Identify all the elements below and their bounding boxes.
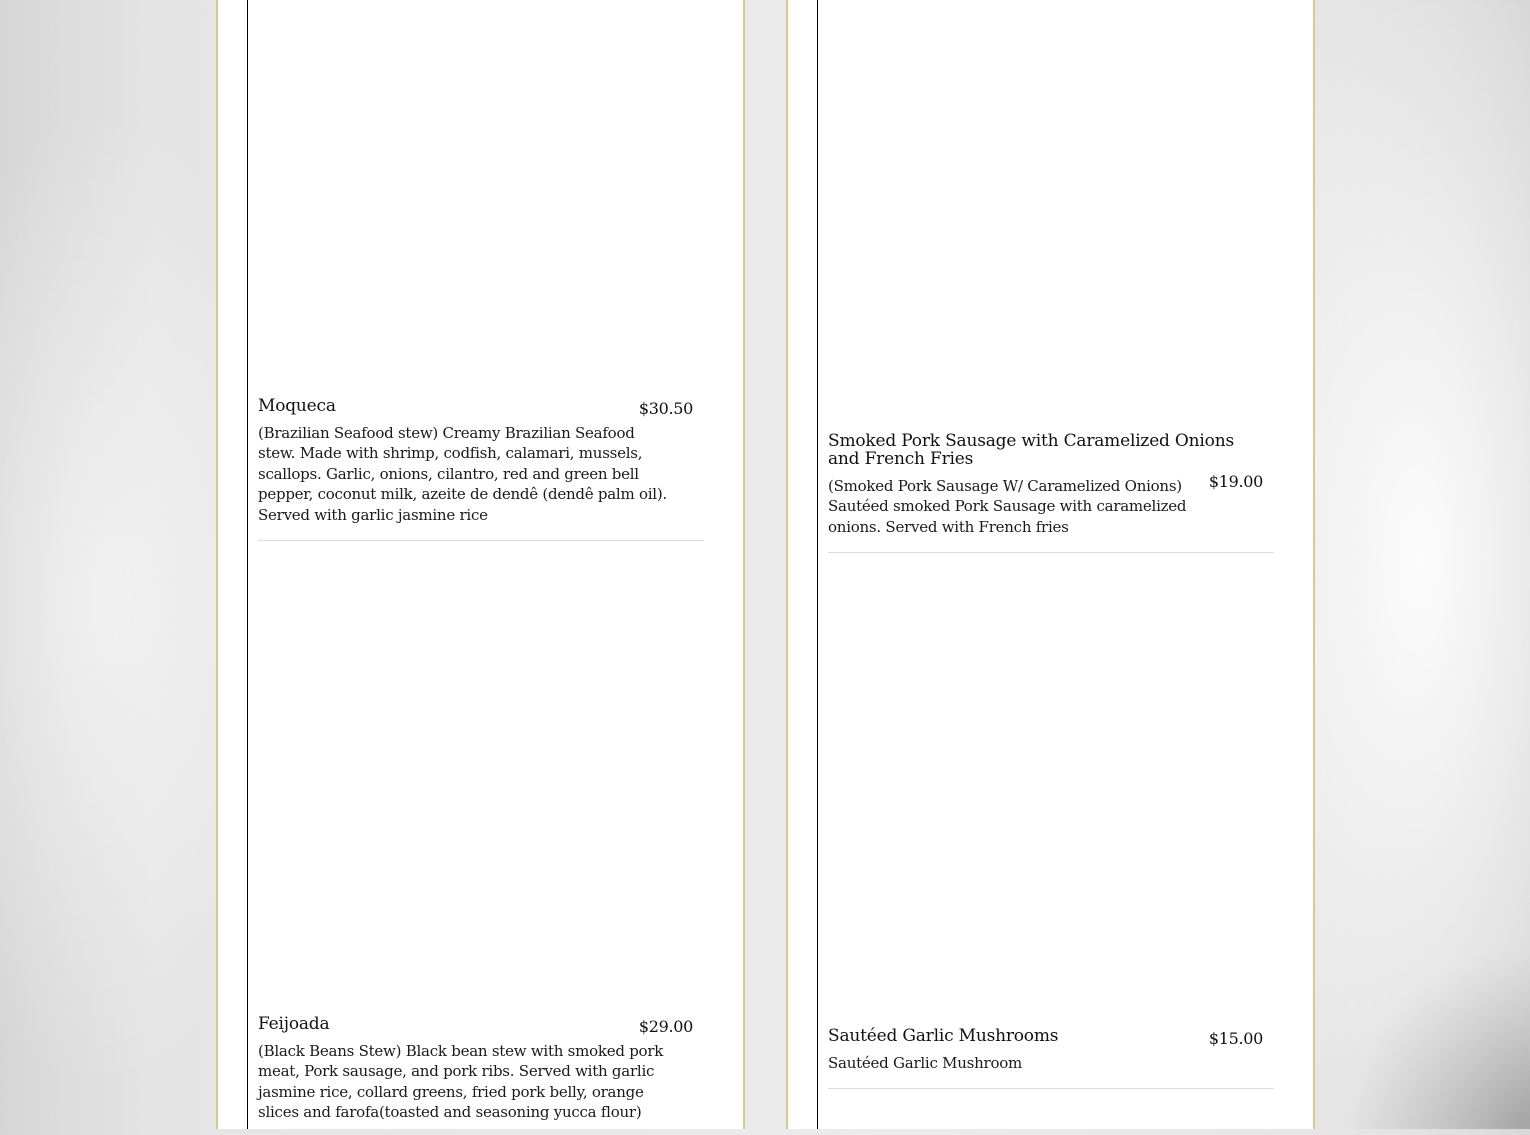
menu-item-description: (Brazilian Seafood stew) Creamy Brazilian Seafood stew. Made with shrimp, codfish, calamari, mussels, scallops. Garlic, onions, cilantro, red and green bell pepper, coconut milk, azeite de dendê (dendê palm oil). Served with garlic jasmine rice (258, 424, 667, 524)
menu-item-name: Moqueca (258, 396, 336, 416)
menu-item-description: Sautéed Garlic Mushroom (828, 1054, 1022, 1072)
menu-column-left (216, 0, 745, 1129)
menu-item-photo[interactable] (258, 0, 704, 385)
menu-item-price: $15.00 (1208, 1029, 1263, 1048)
menu-item-feijoada[interactable] (258, 1015, 704, 1135)
menu-item-name: Sautéed Garlic Mushrooms (828, 1026, 1059, 1046)
menu-item-name: Smoked Pork Sausage with Caramelized Onions and French Fries (828, 431, 1234, 469)
menu-item-moqueca[interactable] (258, 397, 704, 547)
menu-item-photo[interactable] (828, 570, 1274, 1015)
menu-item-name: Feijoada (258, 1014, 330, 1034)
menu-item-description: (Smoked Pork Sausage W/ Caramelized Onions) Sautéed smoked Pork Sausage with caramelized onions. Served with French fries (828, 477, 1187, 536)
menu-item-description: (Black Beans Stew) Black bean stew with smoked pork meat, Pork sausage, and pork ribs. Served with garlic jasmine rice, collard greens, fried pork belly, orange slices and farofa(toasted and seasoning yucca flour) (258, 1042, 664, 1122)
menu-item-divider (828, 1088, 1274, 1089)
menu-item-smoked-pork-sausage[interactable] (828, 432, 1274, 562)
menu-column-right (786, 0, 1315, 1129)
menu-item-photo[interactable] (828, 0, 1274, 420)
menu-item-divider (828, 552, 1274, 553)
menu-item-photo[interactable] (258, 560, 704, 1000)
menu-item-garlic-mushrooms[interactable] (828, 1027, 1274, 1097)
menu-item-price: $29.00 (638, 1017, 693, 1036)
menu-item-price: $30.50 (638, 399, 693, 418)
menu-item-divider (258, 540, 704, 541)
menu-item-price: $19.00 (1208, 472, 1263, 491)
